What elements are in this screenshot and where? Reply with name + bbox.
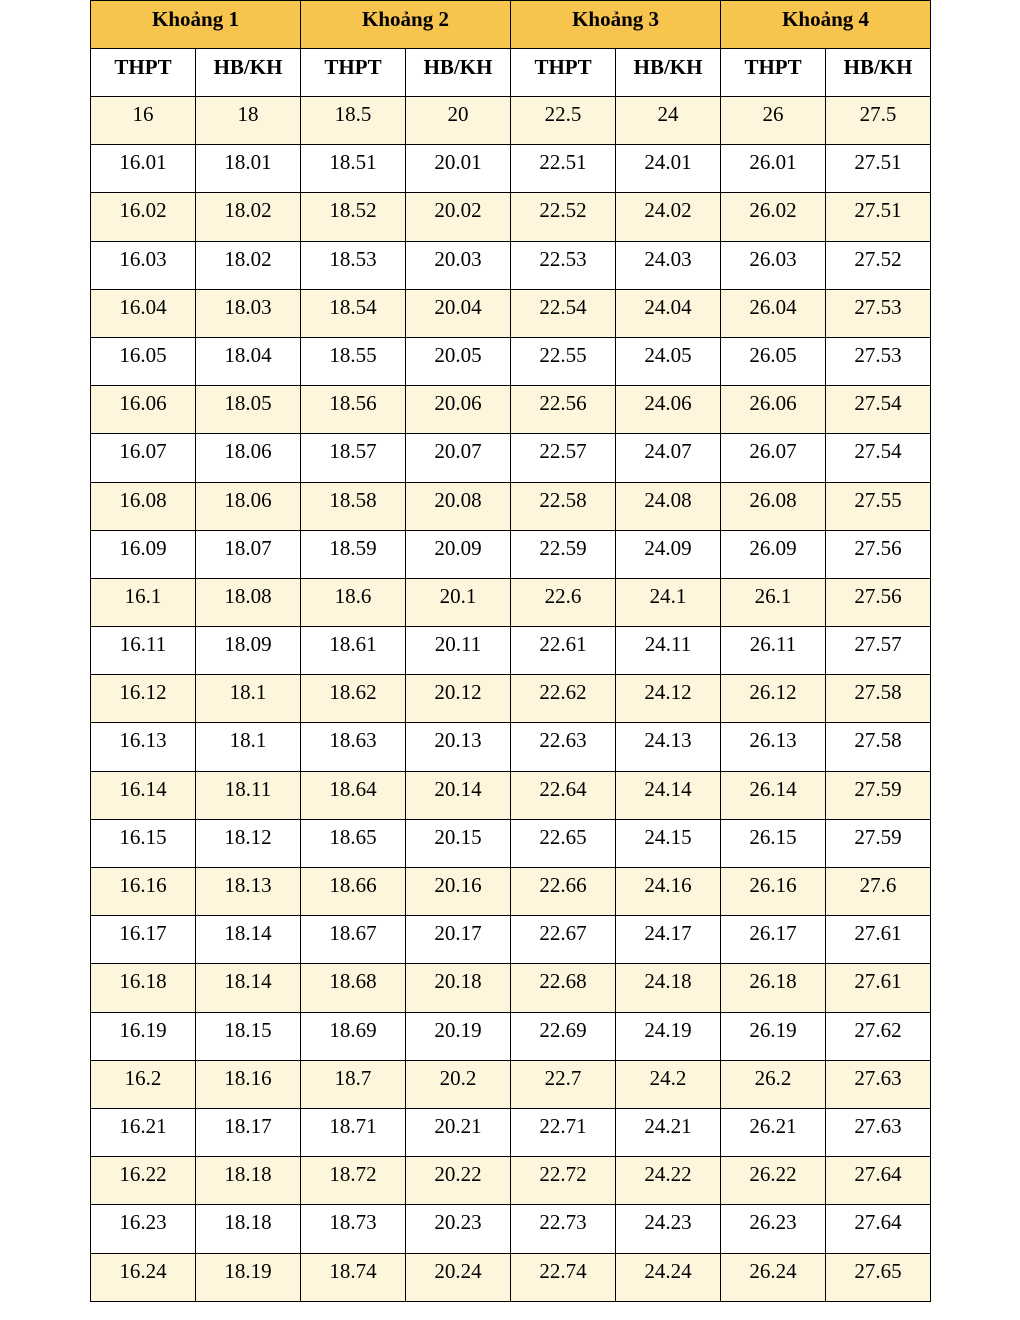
hbkh-cell: 24.12	[616, 675, 721, 723]
hbkh-cell: 20.05	[406, 337, 511, 385]
thpt-cell: 18.58	[301, 482, 406, 530]
table-row	[91, 723, 931, 771]
thpt-cell: 18.5	[301, 97, 406, 145]
thpt-cell: 16.21	[91, 1108, 196, 1156]
hbkh-cell: 24.19	[616, 1012, 721, 1060]
thpt-cell: 26.16	[721, 868, 826, 916]
hbkh-cell: 18.1	[196, 675, 301, 723]
hbkh-cell: 27.54	[826, 386, 931, 434]
table-body	[91, 97, 931, 1302]
thpt-cell: 26.09	[721, 530, 826, 578]
hbkh-cell: 27.56	[826, 578, 931, 626]
thpt-cell: 16.15	[91, 819, 196, 867]
hbkh-cell: 27.58	[826, 675, 931, 723]
hbkh-cell: 27.63	[826, 1060, 931, 1108]
table-row	[91, 964, 931, 1012]
table-row	[91, 337, 931, 385]
thpt-cell: 16.23	[91, 1205, 196, 1253]
hbkh-cell: 27.51	[826, 193, 931, 241]
thpt-cell: 26.23	[721, 1205, 826, 1253]
thpt-cell: 22.73	[511, 1205, 616, 1253]
hbkh-cell: 20.02	[406, 193, 511, 241]
hbkh-cell: 18.1	[196, 723, 301, 771]
table-row	[91, 482, 931, 530]
thpt-cell: 18.66	[301, 868, 406, 916]
thpt-cell: 22.67	[511, 916, 616, 964]
hbkh-cell: 18	[196, 97, 301, 145]
hbkh-cell: 24.04	[616, 289, 721, 337]
thpt-cell: 18.59	[301, 530, 406, 578]
hbkh-cell: 20.06	[406, 386, 511, 434]
thpt-cell: 18.53	[301, 241, 406, 289]
hbkh-cell: 27.61	[826, 916, 931, 964]
hbkh-cell: 20	[406, 97, 511, 145]
thpt-cell: 22.59	[511, 530, 616, 578]
sub-header-thpt: THPT	[721, 49, 826, 97]
hbkh-cell: 27.57	[826, 627, 931, 675]
hbkh-cell: 18.17	[196, 1108, 301, 1156]
thpt-cell: 16.18	[91, 964, 196, 1012]
thpt-cell: 18.67	[301, 916, 406, 964]
hbkh-cell: 27.52	[826, 241, 931, 289]
thpt-cell: 26	[721, 97, 826, 145]
thpt-cell: 18.68	[301, 964, 406, 1012]
hbkh-cell: 24.18	[616, 964, 721, 1012]
hbkh-cell: 20.09	[406, 530, 511, 578]
hbkh-cell: 27.53	[826, 289, 931, 337]
hbkh-cell: 27.63	[826, 1108, 931, 1156]
hbkh-cell: 20.19	[406, 1012, 511, 1060]
sub-header-hbkh: HB/KH	[826, 49, 931, 97]
thpt-cell: 22.74	[511, 1253, 616, 1301]
hbkh-cell: 20.16	[406, 868, 511, 916]
thpt-cell: 22.52	[511, 193, 616, 241]
thpt-cell: 22.62	[511, 675, 616, 723]
hbkh-cell: 18.06	[196, 482, 301, 530]
thpt-cell: 26.13	[721, 723, 826, 771]
group-header-khoang-4: Khoảng 4	[721, 1, 931, 49]
thpt-cell: 22.56	[511, 386, 616, 434]
hbkh-cell: 27.53	[826, 337, 931, 385]
hbkh-cell: 27.6	[826, 868, 931, 916]
table-row	[91, 530, 931, 578]
table-row	[91, 386, 931, 434]
hbkh-cell: 18.01	[196, 145, 301, 193]
hbkh-cell: 27.51	[826, 145, 931, 193]
thpt-cell: 16.1	[91, 578, 196, 626]
hbkh-cell: 18.18	[196, 1157, 301, 1205]
thpt-cell: 26.01	[721, 145, 826, 193]
hbkh-cell: 20.2	[406, 1060, 511, 1108]
thpt-cell: 22.58	[511, 482, 616, 530]
thpt-cell: 26.15	[721, 819, 826, 867]
thpt-cell: 22.53	[511, 241, 616, 289]
table-row	[91, 819, 931, 867]
thpt-cell: 16.07	[91, 434, 196, 482]
group-header-row	[91, 1, 931, 49]
hbkh-cell: 24.08	[616, 482, 721, 530]
thpt-cell: 22.63	[511, 723, 616, 771]
hbkh-cell: 18.14	[196, 964, 301, 1012]
thpt-cell: 22.7	[511, 1060, 616, 1108]
hbkh-cell: 27.59	[826, 819, 931, 867]
hbkh-cell: 24.06	[616, 386, 721, 434]
thpt-cell: 22.65	[511, 819, 616, 867]
thpt-cell: 16.01	[91, 145, 196, 193]
hbkh-cell: 20.11	[406, 627, 511, 675]
thpt-cell: 16.19	[91, 1012, 196, 1060]
sub-header-row	[91, 49, 931, 97]
thpt-cell: 18.74	[301, 1253, 406, 1301]
thpt-cell: 18.52	[301, 193, 406, 241]
thpt-cell: 16.02	[91, 193, 196, 241]
hbkh-cell: 18.15	[196, 1012, 301, 1060]
hbkh-cell: 20.12	[406, 675, 511, 723]
thpt-cell: 26.2	[721, 1060, 826, 1108]
sub-header-thpt: THPT	[301, 49, 406, 97]
thpt-cell: 26.11	[721, 627, 826, 675]
hbkh-cell: 20.1	[406, 578, 511, 626]
thpt-cell: 26.02	[721, 193, 826, 241]
hbkh-cell: 20.17	[406, 916, 511, 964]
thpt-cell: 18.55	[301, 337, 406, 385]
hbkh-cell: 18.18	[196, 1205, 301, 1253]
thpt-cell: 16.16	[91, 868, 196, 916]
thpt-cell: 18.54	[301, 289, 406, 337]
hbkh-cell: 27.64	[826, 1157, 931, 1205]
hbkh-cell: 18.11	[196, 771, 301, 819]
thpt-cell: 26.04	[721, 289, 826, 337]
thpt-cell: 22.66	[511, 868, 616, 916]
hbkh-cell: 18.06	[196, 434, 301, 482]
hbkh-cell: 24.21	[616, 1108, 721, 1156]
thpt-cell: 18.71	[301, 1108, 406, 1156]
thpt-cell: 16.13	[91, 723, 196, 771]
hbkh-cell: 20.08	[406, 482, 511, 530]
table-row	[91, 578, 931, 626]
hbkh-cell: 27.55	[826, 482, 931, 530]
thpt-cell: 18.73	[301, 1205, 406, 1253]
thpt-cell: 18.61	[301, 627, 406, 675]
hbkh-cell: 20.04	[406, 289, 511, 337]
hbkh-cell: 20.24	[406, 1253, 511, 1301]
thpt-cell: 16.12	[91, 675, 196, 723]
thpt-cell: 26.12	[721, 675, 826, 723]
table-row	[91, 241, 931, 289]
thpt-cell: 16.04	[91, 289, 196, 337]
thpt-cell: 26.17	[721, 916, 826, 964]
hbkh-cell: 24.03	[616, 241, 721, 289]
hbkh-cell: 24.13	[616, 723, 721, 771]
hbkh-cell: 24.16	[616, 868, 721, 916]
thpt-cell: 18.57	[301, 434, 406, 482]
hbkh-cell: 18.02	[196, 241, 301, 289]
thpt-cell: 22.51	[511, 145, 616, 193]
hbkh-cell: 20.18	[406, 964, 511, 1012]
table-row	[91, 675, 931, 723]
hbkh-cell: 27.59	[826, 771, 931, 819]
thpt-cell: 18.62	[301, 675, 406, 723]
hbkh-cell: 24.05	[616, 337, 721, 385]
thpt-cell: 16.09	[91, 530, 196, 578]
hbkh-cell: 20.21	[406, 1108, 511, 1156]
sub-header-hbkh: HB/KH	[616, 49, 721, 97]
thpt-cell: 26.03	[721, 241, 826, 289]
table-row	[91, 97, 931, 145]
hbkh-cell: 24.17	[616, 916, 721, 964]
table-row	[91, 1012, 931, 1060]
thpt-cell: 18.63	[301, 723, 406, 771]
thpt-cell: 16.03	[91, 241, 196, 289]
hbkh-cell: 18.07	[196, 530, 301, 578]
hbkh-cell: 24.15	[616, 819, 721, 867]
hbkh-cell: 20.15	[406, 819, 511, 867]
hbkh-cell: 20.23	[406, 1205, 511, 1253]
thpt-cell: 18.65	[301, 819, 406, 867]
hbkh-cell: 27.62	[826, 1012, 931, 1060]
sub-header-hbkh: HB/KH	[196, 49, 301, 97]
hbkh-cell: 27.54	[826, 434, 931, 482]
hbkh-cell: 20.22	[406, 1157, 511, 1205]
hbkh-cell: 18.04	[196, 337, 301, 385]
group-header-khoang-1: Khoảng 1	[91, 1, 301, 49]
hbkh-cell: 20.14	[406, 771, 511, 819]
table-row	[91, 1205, 931, 1253]
thpt-cell: 18.7	[301, 1060, 406, 1108]
hbkh-cell: 20.13	[406, 723, 511, 771]
hbkh-cell: 18.16	[196, 1060, 301, 1108]
hbkh-cell: 24.1	[616, 578, 721, 626]
thpt-cell: 26.1	[721, 578, 826, 626]
sub-header-thpt: THPT	[91, 49, 196, 97]
hbkh-cell: 27.65	[826, 1253, 931, 1301]
thpt-cell: 22.54	[511, 289, 616, 337]
table-row	[91, 1060, 931, 1108]
hbkh-cell: 20.03	[406, 241, 511, 289]
thpt-cell: 26.05	[721, 337, 826, 385]
thpt-cell: 16.06	[91, 386, 196, 434]
thpt-cell: 16.17	[91, 916, 196, 964]
hbkh-cell: 18.08	[196, 578, 301, 626]
score-conversion-table	[90, 0, 931, 1302]
thpt-cell: 26.21	[721, 1108, 826, 1156]
hbkh-cell: 18.12	[196, 819, 301, 867]
hbkh-cell: 18.19	[196, 1253, 301, 1301]
thpt-cell: 16.14	[91, 771, 196, 819]
hbkh-cell: 24.01	[616, 145, 721, 193]
hbkh-cell: 27.61	[826, 964, 931, 1012]
table-row	[91, 1253, 931, 1301]
thpt-cell: 16.24	[91, 1253, 196, 1301]
thpt-cell: 26.08	[721, 482, 826, 530]
hbkh-cell: 20.07	[406, 434, 511, 482]
thpt-cell: 18.6	[301, 578, 406, 626]
hbkh-cell: 24.2	[616, 1060, 721, 1108]
group-header-khoang-3: Khoảng 3	[511, 1, 721, 49]
table-row	[91, 434, 931, 482]
thpt-cell: 16.22	[91, 1157, 196, 1205]
hbkh-cell: 18.14	[196, 916, 301, 964]
hbkh-cell: 24.11	[616, 627, 721, 675]
hbkh-cell: 20.01	[406, 145, 511, 193]
hbkh-cell: 18.09	[196, 627, 301, 675]
table-row	[91, 289, 931, 337]
thpt-cell: 16.2	[91, 1060, 196, 1108]
table-row	[91, 1157, 931, 1205]
thpt-cell: 22.72	[511, 1157, 616, 1205]
hbkh-cell: 27.58	[826, 723, 931, 771]
thpt-cell: 16	[91, 97, 196, 145]
thpt-cell: 26.14	[721, 771, 826, 819]
thpt-cell: 18.56	[301, 386, 406, 434]
hbkh-cell: 18.13	[196, 868, 301, 916]
table-row	[91, 771, 931, 819]
thpt-cell: 18.69	[301, 1012, 406, 1060]
thpt-cell: 22.69	[511, 1012, 616, 1060]
thpt-cell: 22.55	[511, 337, 616, 385]
table-row	[91, 916, 931, 964]
hbkh-cell: 18.05	[196, 386, 301, 434]
thpt-cell: 26.06	[721, 386, 826, 434]
thpt-cell: 18.64	[301, 771, 406, 819]
thpt-cell: 26.19	[721, 1012, 826, 1060]
hbkh-cell: 24.23	[616, 1205, 721, 1253]
thpt-cell: 16.08	[91, 482, 196, 530]
thpt-cell: 22.6	[511, 578, 616, 626]
table-row	[91, 868, 931, 916]
hbkh-cell: 24.07	[616, 434, 721, 482]
group-header-khoang-2: Khoảng 2	[301, 1, 511, 49]
thpt-cell: 22.64	[511, 771, 616, 819]
sub-header-hbkh: HB/KH	[406, 49, 511, 97]
hbkh-cell: 24.09	[616, 530, 721, 578]
table-row	[91, 193, 931, 241]
thpt-cell: 26.22	[721, 1157, 826, 1205]
sub-header-thpt: THPT	[511, 49, 616, 97]
hbkh-cell: 18.02	[196, 193, 301, 241]
thpt-cell: 26.24	[721, 1253, 826, 1301]
hbkh-cell: 18.03	[196, 289, 301, 337]
hbkh-cell: 24.14	[616, 771, 721, 819]
thpt-cell: 18.72	[301, 1157, 406, 1205]
thpt-cell: 18.51	[301, 145, 406, 193]
thpt-cell: 26.07	[721, 434, 826, 482]
thpt-cell: 22.61	[511, 627, 616, 675]
hbkh-cell: 27.56	[826, 530, 931, 578]
table-row	[91, 145, 931, 193]
hbkh-cell: 24.02	[616, 193, 721, 241]
thpt-cell: 16.11	[91, 627, 196, 675]
hbkh-cell: 24	[616, 97, 721, 145]
thpt-cell: 22.68	[511, 964, 616, 1012]
thpt-cell: 16.05	[91, 337, 196, 385]
table-row	[91, 627, 931, 675]
hbkh-cell: 27.64	[826, 1205, 931, 1253]
thpt-cell: 22.5	[511, 97, 616, 145]
thpt-cell: 26.18	[721, 964, 826, 1012]
thpt-cell: 22.57	[511, 434, 616, 482]
hbkh-cell: 27.5	[826, 97, 931, 145]
hbkh-cell: 24.24	[616, 1253, 721, 1301]
table-row	[91, 1108, 931, 1156]
thpt-cell: 22.71	[511, 1108, 616, 1156]
hbkh-cell: 24.22	[616, 1157, 721, 1205]
